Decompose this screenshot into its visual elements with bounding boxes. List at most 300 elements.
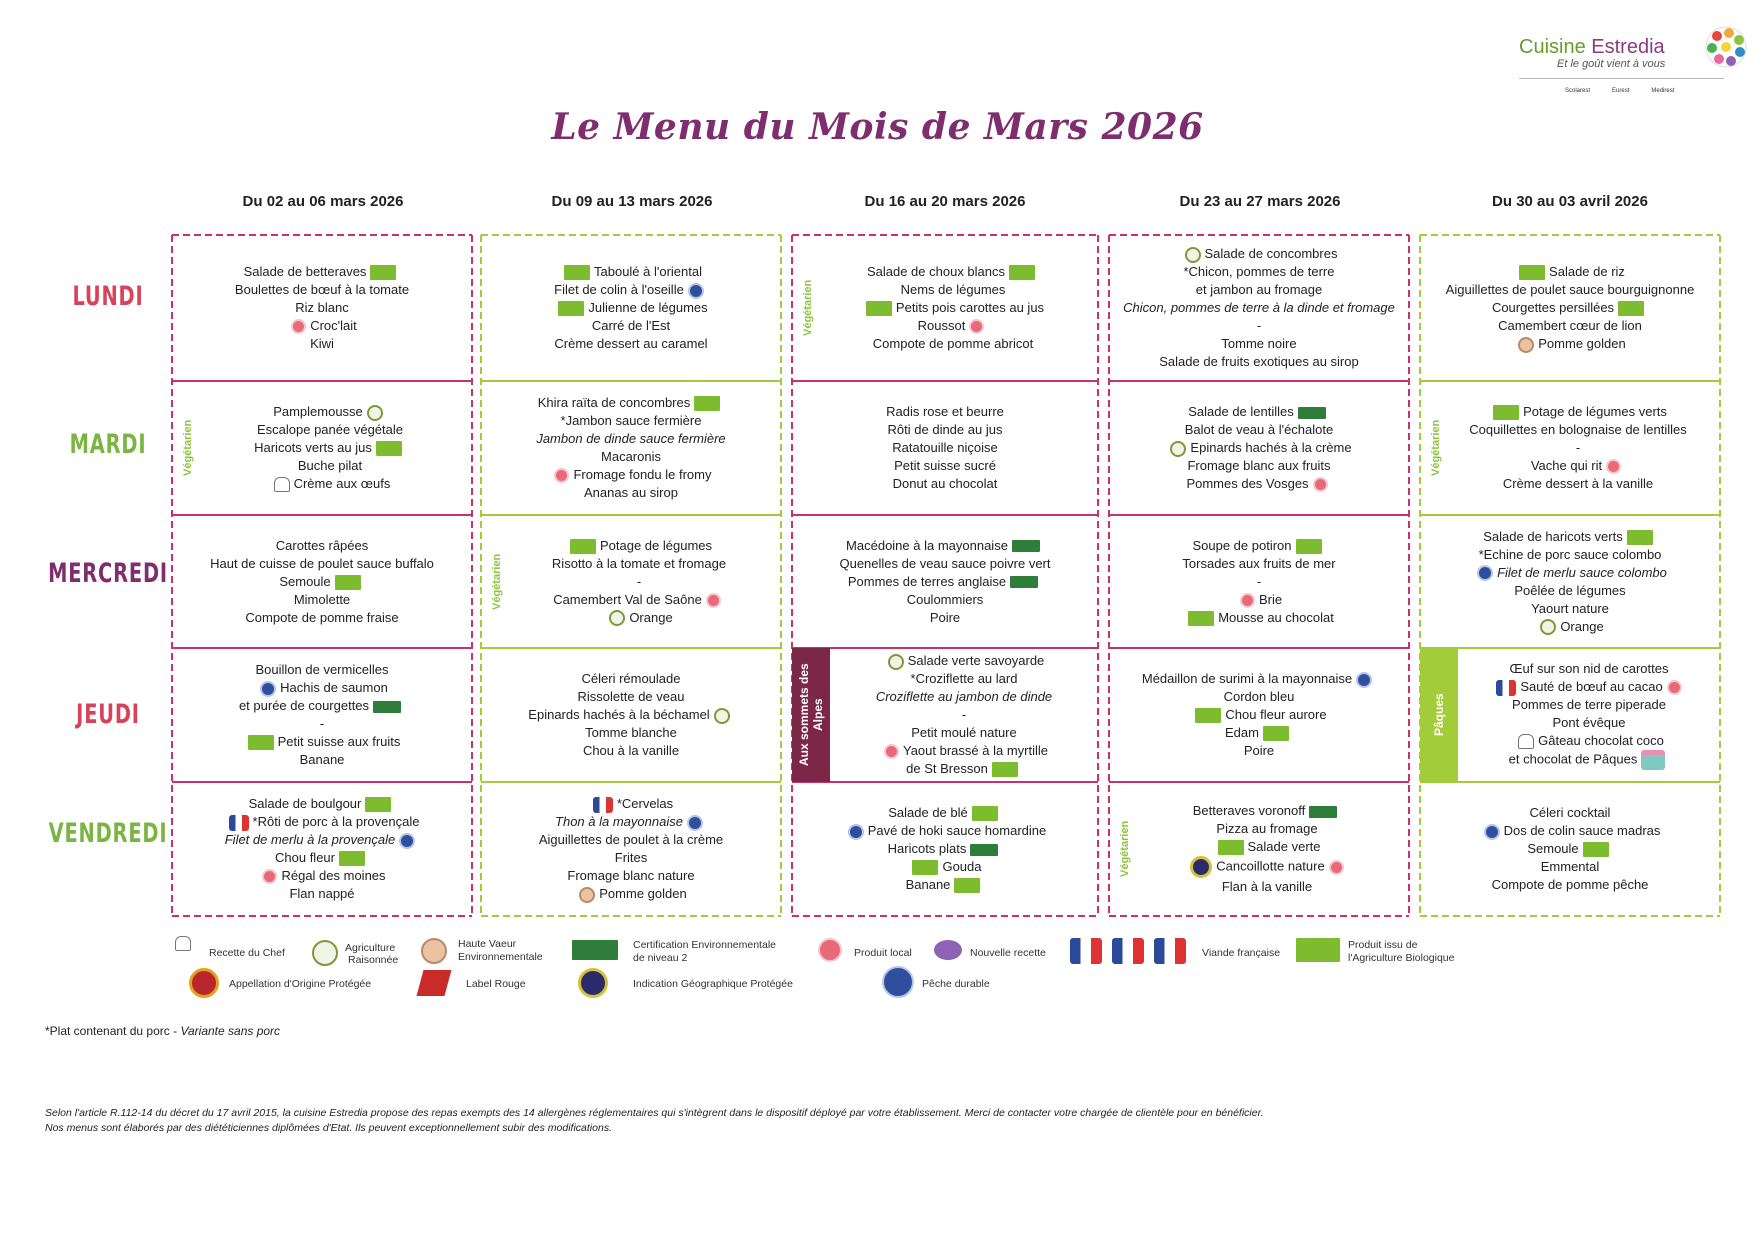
peche-durable-icon — [260, 681, 276, 697]
dish-line — [1187, 457, 1330, 475]
dish-line — [567, 867, 694, 885]
dish-line — [287, 317, 357, 335]
dish-line — [225, 831, 420, 849]
dish-name: Fromage blanc aux fruits — [1187, 458, 1331, 473]
dish-line — [888, 804, 1002, 822]
produit-local-icon — [706, 593, 721, 608]
dish-line — [876, 688, 1052, 706]
chef-hat-icon — [274, 477, 290, 492]
dish-name: Riz blanc — [295, 300, 349, 315]
dish-name: Julienne de légumes — [588, 300, 708, 315]
dish-line — [911, 724, 1017, 742]
menu-cell — [1111, 650, 1407, 780]
dish-line — [554, 299, 707, 317]
bio-leaf-icon — [564, 265, 590, 280]
menu-cell — [794, 784, 1096, 914]
dish-name: de St Bresson — [906, 761, 988, 776]
dish-name: Gouda — [942, 859, 982, 874]
dish-line — [583, 742, 679, 760]
dish-line — [1216, 820, 1317, 838]
dish-line — [1183, 263, 1334, 281]
menu-cell — [832, 650, 1096, 780]
dish-line — [846, 537, 1044, 555]
dish-line — [906, 760, 1022, 778]
dish-name: Chicon, pommes de terre à la dinde et fromage — [1123, 300, 1395, 315]
dish-line — [578, 688, 685, 706]
dish-name: Pizza au fromage — [1216, 821, 1318, 836]
dish-line — [560, 263, 702, 281]
dish-line — [888, 421, 1003, 439]
dish-name: Pont évêque — [1552, 715, 1626, 730]
dish-name: Pommes des Vosges — [1186, 476, 1309, 491]
dish-name: Betteraves voronoff — [1192, 803, 1306, 818]
dish-name: Chou fleur aurore — [1225, 707, 1327, 722]
produit-local-icon — [1313, 477, 1328, 492]
chef-hat-icon — [1518, 734, 1534, 749]
dish-line — [235, 281, 409, 299]
dish-name: *Chicon, pommes de terre — [1183, 264, 1335, 279]
peche-durable-icon — [1484, 824, 1500, 840]
dish-line — [1257, 317, 1261, 335]
dish-line — [844, 822, 1047, 840]
bio-leaf-icon — [972, 806, 998, 821]
dish-name: - — [1256, 318, 1262, 333]
dish-name: Salade verte — [1247, 839, 1321, 854]
dish-name: Crème dessert à la vanille — [1502, 476, 1654, 491]
viande-france-icon — [229, 815, 249, 831]
menu-cell — [174, 237, 470, 379]
menu-cell — [483, 650, 779, 780]
dish-line — [1552, 714, 1625, 732]
dish-line — [566, 537, 712, 555]
dish-line — [886, 403, 1004, 421]
dish-line — [273, 403, 387, 421]
footer-notes: Selon l'article R.112-14 du décret du 17 avril 2015, la cuisine Estredia propose des repas exempts des 14 allergènes réglementaires qui s'intègrent dans le dispositif déployé par votre établissement. Merci de contacter votre chargée de clientèle pour en bénéficier. Nos menus sont élaborés par des diététiciennes diplômées d'Etat. Ils peuvent exceptionnellement subir des modifications. — [45, 1107, 1264, 1134]
dish-name: Coulommiers — [906, 591, 984, 607]
dish-name: Soupe de potiron — [1192, 537, 1292, 553]
aop-icon — [189, 968, 219, 998]
dish-name: Epinards hachés à la crème — [1190, 440, 1352, 455]
dish-line — [310, 335, 334, 353]
dish-name: Semoule — [1527, 841, 1579, 856]
menu-cell — [1438, 383, 1718, 513]
dish-name: Quenelles de veau sauce poivre vert — [839, 555, 1051, 571]
dish-line — [279, 573, 364, 591]
dish-line — [1531, 457, 1625, 475]
dish-line — [1188, 403, 1330, 421]
dish-line — [880, 742, 1048, 760]
dish-line — [257, 421, 403, 439]
hve-icon — [1518, 337, 1534, 353]
vegetarian-tag: Végétarien — [1430, 419, 1442, 477]
dish-name: Salade de blé — [888, 805, 968, 820]
dish-name: - — [1256, 573, 1262, 589]
menu-cell — [483, 784, 779, 914]
menu-cell — [483, 237, 779, 379]
certification-icon — [572, 940, 618, 960]
dish-name: Bouillon de vermicelles — [255, 662, 389, 677]
dish-line — [1515, 263, 1625, 281]
page-title: Le Menu du Mois de Mars 2026 — [551, 106, 1204, 148]
dish-name: Frites — [614, 850, 648, 865]
dish-line — [1181, 245, 1338, 263]
dish-name: Régal des moines — [281, 868, 386, 883]
cake-icon — [1641, 750, 1665, 770]
certification-icon — [1309, 806, 1337, 818]
brand-tagline: Et le goût vient à vous — [1557, 58, 1666, 70]
dish-line — [1222, 878, 1312, 896]
menu-cell — [1111, 237, 1407, 379]
menu-cell — [174, 650, 470, 780]
dish-name: Rôti de dinde au jus — [887, 422, 1003, 437]
dish-name: Carré de l'Est — [591, 318, 671, 333]
dish-name: Cancoillotte nature — [1216, 858, 1325, 874]
dish-name: Jambon de dinde sauce fermière — [536, 431, 726, 446]
dish-line — [601, 448, 661, 466]
dish-name: Salade de lentilles — [1188, 404, 1294, 419]
dish-name: Nems de légumes — [900, 282, 1006, 297]
dish-line — [862, 299, 1044, 317]
dish-line — [554, 335, 707, 353]
dish-name: Orange — [1560, 618, 1604, 634]
dish-name: Potage de légumes verts — [1523, 404, 1667, 419]
dish-line — [1192, 537, 1325, 555]
bio-leaf-icon — [954, 878, 980, 893]
dish-name: Croziflette au jambon de dinde — [875, 689, 1053, 704]
dish-line — [1142, 670, 1376, 688]
bio-leaf-icon — [376, 441, 402, 456]
dish-line — [1214, 838, 1321, 856]
dish-name: Aiguillettes de poulet à la crème — [538, 832, 724, 847]
menu-cell — [794, 383, 1096, 513]
dish-line — [1446, 281, 1695, 299]
dish-name: Flan à la vanille — [1221, 879, 1313, 894]
menu-cell — [1111, 383, 1407, 513]
week-header: Du 16 au 20 mars 2026 — [864, 193, 1026, 210]
peche-durable-icon — [1477, 565, 1493, 581]
dish-line — [848, 573, 1042, 591]
dish-line — [1527, 840, 1612, 858]
bio-leaf-icon — [694, 396, 720, 411]
week-header: Du 23 au 27 mars 2026 — [1179, 193, 1341, 210]
week-header: Du 02 au 06 mars 2026 — [242, 193, 404, 210]
bio-leaf-icon — [912, 860, 938, 875]
dish-line — [276, 537, 369, 555]
dish-line — [225, 813, 420, 831]
dish-name: Chou fleur — [275, 850, 335, 865]
agriculture-raisonnee-icon — [609, 610, 625, 626]
dish-line — [582, 670, 681, 688]
dish-name: Pomme golden — [599, 886, 687, 901]
dish-name: Tomme noire — [1221, 336, 1297, 351]
dish-line — [1514, 732, 1664, 750]
dish-name: Brie — [1258, 591, 1283, 607]
dish-name: - — [1575, 440, 1581, 455]
dish-name: Médaillon de surimi à la mayonnaise — [1141, 671, 1353, 686]
dish-line — [536, 430, 725, 448]
produit-local-icon — [1667, 680, 1682, 695]
dish-line — [244, 263, 401, 281]
dish-name: Salade de riz — [1549, 264, 1625, 279]
peche-durable-icon — [1356, 672, 1372, 688]
produit-local-icon — [969, 319, 984, 334]
bio-leaf-icon — [558, 301, 584, 316]
dish-line — [553, 591, 725, 609]
menu-cell — [1460, 650, 1718, 780]
dish-name: et jambon au fromage — [1195, 282, 1323, 297]
menu-cell — [483, 383, 779, 513]
dish-line — [1498, 317, 1642, 335]
viande-france-icon — [1496, 680, 1516, 696]
menu-cell — [1111, 517, 1407, 646]
dish-line — [884, 652, 1045, 670]
dish-line — [1473, 564, 1667, 582]
pork-note: *Plat contenant du porc - Variante sans porc — [45, 1024, 281, 1038]
dish-name: Orange — [629, 609, 673, 625]
theme-band: Pâques — [1420, 648, 1458, 782]
dish-name: Œuf sur son nid de carottes — [1509, 661, 1669, 676]
dish-line — [210, 555, 434, 573]
dish-line — [295, 299, 348, 317]
day-header: MARDI — [69, 429, 147, 460]
certification-icon — [373, 701, 401, 713]
dish-name: Torsades aux fruits de mer — [1182, 555, 1336, 571]
dish-name: Ananas au sirop — [584, 485, 678, 500]
dish-name: Pomme golden — [1538, 336, 1626, 351]
dish-line — [1503, 475, 1653, 493]
dish-name: Radis rose et beurre — [886, 404, 1004, 419]
igp-icon — [578, 968, 608, 998]
dish-name: Poire — [1243, 743, 1275, 758]
dish-line — [1492, 678, 1685, 696]
dish-name: Fromage fondu le fromy — [573, 467, 712, 482]
dish-line — [584, 484, 678, 502]
vegetarian-tag: Végétarien — [182, 419, 194, 477]
dish-line — [1512, 696, 1666, 714]
dish-line — [1159, 353, 1358, 371]
chef-hat-icon — [175, 936, 191, 951]
dish-name: Gâteau chocolat coco — [1538, 733, 1664, 748]
certification-icon — [970, 844, 998, 856]
dish-name: Potage de légumes — [599, 537, 713, 553]
dish-name: Ratatouille niçoise — [892, 440, 998, 455]
dish-name: Yaout brassé à la myrtille — [903, 743, 1048, 758]
dish-name: Filet de merlu sauce colombo — [1497, 564, 1667, 580]
dish-name: *Cervelas — [616, 796, 674, 811]
dish-name: Chou à la vanille — [582, 743, 680, 758]
dish-name: Compote de pomme fraise — [245, 609, 399, 625]
bio-leaf-icon — [1263, 726, 1289, 741]
dish-line — [320, 715, 324, 733]
dish-line — [539, 831, 723, 849]
dish-line — [538, 394, 724, 412]
dish-line — [1224, 688, 1295, 706]
dish-name: - — [961, 707, 967, 722]
bio-leaf-icon — [992, 762, 1018, 777]
dish-name: Filet de colin à l'oseille — [554, 282, 684, 297]
bio-leaf-icon — [339, 851, 365, 866]
produit-local-icon — [1606, 459, 1621, 474]
dish-name: Salade de choux blancs — [866, 264, 1006, 279]
dish-line — [1531, 600, 1609, 618]
bio-leaf-icon — [370, 265, 396, 280]
dish-line — [873, 335, 1033, 353]
dish-name: Cordon bleu — [1223, 689, 1295, 704]
dish-name: Taboulé à l'oriental — [594, 264, 702, 279]
bio-leaf-icon — [1493, 405, 1519, 420]
dish-line — [1489, 403, 1667, 421]
dish-line — [1236, 591, 1282, 609]
dish-name: Compote de pomme pêche — [1491, 877, 1649, 892]
dish-line — [585, 724, 677, 742]
dish-line — [575, 885, 686, 903]
vegetarian-tag: Végétarien — [802, 279, 814, 337]
dish-line — [1196, 281, 1322, 299]
dish-name: Pavé de hoki sauce homardine — [867, 823, 1047, 838]
dish-name: Salade de fruits exotiques au sirop — [1159, 354, 1359, 369]
dish-name: Poêlée de légumes — [1514, 582, 1626, 598]
dish-name: Mimolette — [293, 591, 351, 607]
dish-line — [839, 555, 1050, 573]
dish-line — [298, 457, 362, 475]
dish-name: Dos de colin sauce madras — [1503, 823, 1661, 838]
dish-line — [1492, 299, 1648, 317]
dish-line — [1514, 582, 1625, 600]
dish-line — [1479, 546, 1662, 564]
menu-cell — [1422, 784, 1718, 914]
dish-line — [256, 679, 388, 697]
brand-subbrands: Scolarest Eurest Medirest — [1565, 88, 1675, 94]
dish-name: Epinards hachés à la béchamel — [528, 707, 710, 722]
dish-line — [1530, 804, 1611, 822]
agriculture-raisonnee-icon — [1540, 619, 1556, 635]
day-header: LUNDI — [72, 281, 144, 312]
dish-name: Pommes de terres anglaise — [847, 573, 1007, 589]
dish-line — [615, 849, 648, 867]
dish-line — [561, 412, 702, 430]
peche-durable-icon — [882, 966, 914, 998]
dish-name: Semoule — [279, 573, 331, 589]
dish-name: Pamplemousse — [273, 404, 363, 419]
dish-name: Petit moulé nature — [911, 725, 1017, 740]
agriculture-raisonnee-icon — [367, 405, 383, 421]
produit-local-icon — [554, 468, 569, 483]
dish-line — [1514, 335, 1625, 353]
dish-name: Coquillettes en bolognaise de lentilles — [1469, 422, 1687, 437]
dish-name: Céleri cocktail — [1529, 805, 1611, 820]
dish-line — [1480, 822, 1661, 840]
dish-line — [1221, 335, 1296, 353]
dish-name: Vache qui rit — [1530, 458, 1603, 473]
dish-line — [1225, 724, 1293, 742]
dish-line — [911, 670, 1018, 688]
dish-name: Escalope panée végétale — [256, 422, 403, 437]
dish-name: Haut de cuisse de poulet sauce buffalo — [210, 555, 434, 571]
dish-line — [1541, 858, 1600, 876]
dish-name: Donut au chocolat — [892, 476, 998, 491]
menu-cell — [1422, 517, 1718, 646]
dish-line — [1182, 555, 1335, 573]
dish-line — [1509, 750, 1670, 770]
dish-line — [1193, 802, 1342, 820]
dish-line — [1186, 856, 1347, 878]
dish-name: Emmental — [1540, 859, 1600, 874]
dish-name: Céleri rémoulade — [581, 671, 681, 686]
dish-name: Salade de betteraves — [243, 264, 367, 279]
dish-name: Courgettes persillées — [1491, 300, 1615, 315]
dish-name: Salade de boulgour — [248, 796, 362, 811]
dish-name: Aiguillettes de poulet sauce bourguignonne — [1445, 282, 1695, 297]
dish-line — [1576, 439, 1580, 457]
bio-leaf-icon — [1218, 840, 1244, 855]
dish-name: Flan nappé — [289, 886, 355, 901]
dish-line — [867, 263, 1039, 281]
dish-line — [1185, 421, 1333, 439]
dish-line — [550, 466, 711, 484]
dish-name: Carottes râpées — [275, 537, 369, 553]
dish-name: et purée de courgettes — [238, 698, 370, 713]
dish-name: *Jambon sauce fermière — [560, 413, 702, 428]
dish-name: Macaronis — [601, 449, 661, 464]
dish-line — [894, 457, 996, 475]
bio-leaf-icon — [1519, 265, 1545, 280]
dish-name: Tomme blanche — [585, 725, 677, 740]
dish-name: Hachis de saumon — [280, 680, 388, 695]
bio-leaf-icon — [1009, 265, 1035, 280]
dish-name: Crème dessert au caramel — [554, 336, 708, 351]
dish-name: *Croziflette au lard — [910, 671, 1018, 686]
menu-cell — [174, 517, 470, 646]
agriculture-raisonnee-icon — [888, 654, 904, 670]
dish-line — [1483, 528, 1656, 546]
dish-name: Roussot — [917, 318, 966, 333]
dish-line — [906, 876, 985, 894]
viande-france-icon — [1112, 938, 1144, 964]
dish-line — [637, 573, 641, 591]
dish-line — [892, 439, 998, 457]
dish-line — [605, 609, 672, 627]
bio-leaf-icon — [1583, 842, 1609, 857]
dish-line — [930, 609, 960, 627]
dish-line — [1469, 421, 1687, 439]
dish-name: Salade de haricots verts — [1483, 528, 1623, 544]
agriculture-raisonnee-icon — [1185, 247, 1201, 263]
bio-leaf-icon — [1188, 611, 1214, 626]
bio-leaf-icon — [1296, 938, 1340, 962]
dish-name: *Echine de porc sauce colombo — [1478, 546, 1662, 562]
bio-leaf-icon — [1195, 708, 1221, 723]
nouvelle-recette-icon — [934, 940, 962, 960]
dish-name: Haricots plats — [887, 841, 967, 856]
dish-name: Rissolette de veau — [577, 689, 685, 704]
agriculture-raisonnee-icon — [312, 940, 338, 966]
dish-line — [256, 661, 389, 679]
produit-local-icon — [1329, 860, 1344, 875]
dish-name: Petit suisse sucré — [894, 458, 996, 473]
dish-name: Thon à la mayonnaise — [555, 814, 683, 829]
dish-name: Yaourt nature — [1531, 600, 1609, 616]
dish-line — [555, 813, 707, 831]
dish-line — [554, 281, 708, 299]
dish-line — [1166, 439, 1351, 457]
dish-name: et chocolat de Pâques — [1508, 751, 1638, 767]
dish-name: Risotto à la tomate et fromage — [551, 555, 727, 571]
produit-local-icon — [291, 319, 306, 334]
dish-line — [901, 281, 1006, 299]
peche-durable-icon — [688, 283, 704, 299]
dish-line — [1510, 660, 1669, 678]
dish-line — [1244, 742, 1274, 760]
